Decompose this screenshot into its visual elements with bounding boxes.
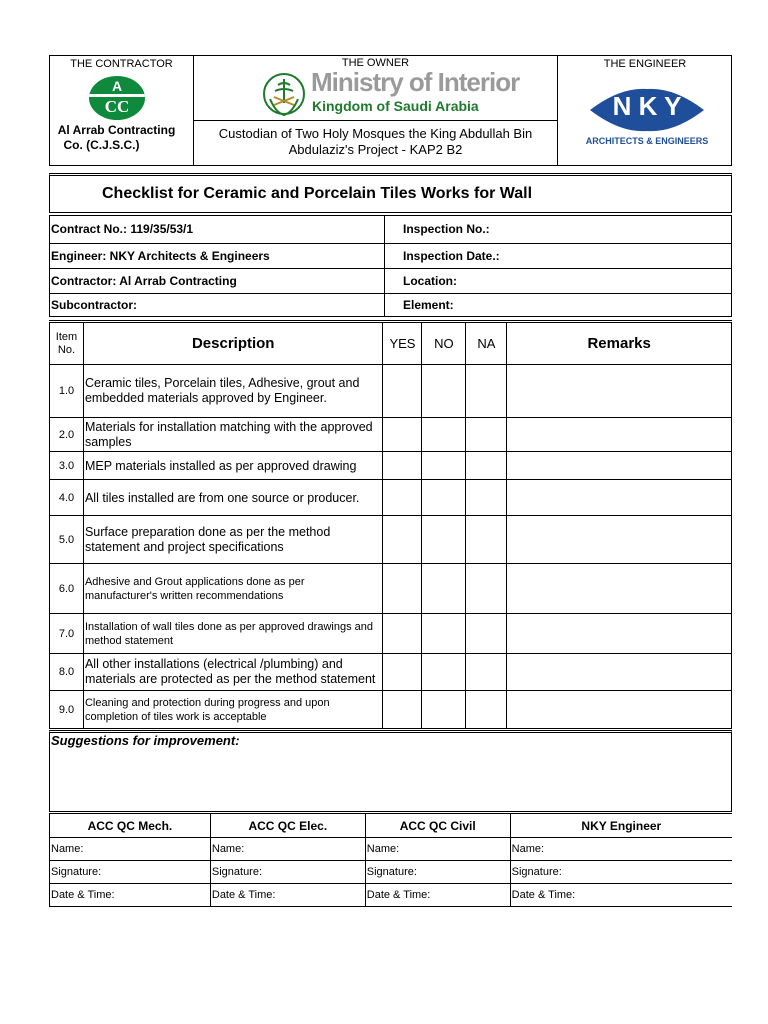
yes-cell[interactable]	[383, 564, 422, 614]
contract-no: Contract No.: 119/35/53/1	[51, 222, 194, 236]
engineer-info: Engineer: NKY Architects & Engineers	[51, 249, 270, 263]
yes-cell[interactable]	[383, 365, 422, 418]
ministry-title: Ministry of Interior	[311, 67, 520, 97]
signoff-signature-row	[50, 861, 733, 884]
remarks-cell[interactable]	[507, 480, 732, 516]
name-field[interactable]: Name:	[365, 838, 510, 861]
page-title: Checklist for Ceramic and Porcelain Tiles Works for Wall	[102, 185, 533, 202]
table-row	[50, 418, 732, 452]
no-cell[interactable]	[422, 654, 466, 691]
signoff-header-row	[50, 814, 733, 838]
acc-logo-bottom: CC	[104, 97, 130, 116]
yes-cell[interactable]	[383, 418, 422, 452]
remarks-cell[interactable]	[507, 418, 732, 452]
datetime-field[interactable]: Date & Time:	[210, 884, 365, 907]
info-line-3	[49, 293, 732, 294]
desc-line: Ceramic tiles, Porcelain tiles, Adhesive, grout and	[84, 376, 360, 390]
na-cell[interactable]	[466, 365, 507, 418]
desc-line: Surface preparation done as per the method	[84, 524, 331, 539]
item-no: 6.0	[50, 564, 84, 614]
nky-logo-text: N K Y	[612, 91, 682, 121]
signoff-col-header: ACC QC Mech.	[50, 814, 211, 838]
na-cell[interactable]	[466, 564, 507, 614]
item-description	[83, 564, 383, 614]
signature-field[interactable]: Signature:	[50, 861, 211, 884]
remarks-cell[interactable]	[507, 452, 732, 480]
signoff-col-header: ACC QC Civil	[365, 814, 510, 838]
item-description	[83, 452, 383, 480]
item-description	[83, 614, 383, 654]
yes-cell[interactable]	[383, 516, 422, 564]
remarks-cell[interactable]	[507, 516, 732, 564]
no-cell[interactable]	[422, 452, 466, 480]
item-no: 7.0	[50, 614, 84, 654]
name-field[interactable]: Name:	[50, 838, 211, 861]
yes-cell[interactable]	[383, 480, 422, 516]
table-row	[50, 516, 732, 564]
item-description	[83, 654, 383, 691]
yes-cell[interactable]	[383, 452, 422, 480]
engineer-label: THE ENGINEER	[603, 58, 687, 70]
no-cell[interactable]	[422, 365, 466, 418]
location: Location:	[403, 274, 457, 288]
remarks-cell[interactable]	[507, 614, 732, 654]
info-line-2	[49, 268, 732, 269]
header-divider-2	[557, 55, 558, 166]
table-row	[50, 614, 732, 654]
na-cell[interactable]	[466, 691, 507, 729]
desc-line: All tiles installed are from one source or producer.	[84, 490, 360, 505]
signoff-col-header: ACC QC Elec.	[210, 814, 365, 838]
remarks-header: Remarks	[507, 322, 732, 365]
acc-logo	[89, 76, 145, 120]
item-no: 9.0	[50, 691, 84, 729]
table-row	[50, 691, 732, 729]
no-cell[interactable]	[422, 614, 466, 654]
item-description	[83, 691, 383, 729]
inspection-date: Inspection Date.:	[403, 249, 500, 263]
na-header: NA	[466, 322, 507, 365]
desc-line: Installation of wall tiles done as per approved drawings and	[84, 620, 373, 633]
item-description	[83, 480, 383, 516]
project-line1: Custodian of Two Holy Mosques the King Abdullah Bin	[218, 126, 533, 141]
info-line-1	[49, 243, 732, 244]
item-no-header-2: No.	[57, 343, 76, 356]
contractor-name-line2: Co. (C.J.S.C.)	[63, 138, 140, 152]
na-cell[interactable]	[466, 614, 507, 654]
contractor-name-line1: Al Arrab Contracting	[57, 123, 176, 137]
contractor-info: Contractor: Al Arrab Contracting	[51, 274, 237, 288]
info-divider	[384, 215, 385, 317]
name-field[interactable]: Name:	[210, 838, 365, 861]
datetime-field[interactable]: Date & Time:	[510, 884, 732, 907]
item-description	[83, 516, 383, 564]
project-line2: Abdulaziz's Project - KAP2 B2	[288, 142, 463, 157]
remarks-cell[interactable]	[507, 564, 732, 614]
signoff-datetime-row	[50, 884, 733, 907]
suggestions-label: Suggestions for improvement:	[51, 733, 240, 748]
item-no-header	[50, 322, 84, 365]
remarks-cell[interactable]	[507, 365, 732, 418]
no-cell[interactable]	[422, 564, 466, 614]
signoff-table	[49, 813, 732, 907]
na-cell[interactable]	[466, 418, 507, 452]
item-no: 3.0	[50, 452, 84, 480]
desc-line: materials are protected as per the method statement	[84, 672, 376, 686]
signature-field[interactable]: Signature:	[510, 861, 732, 884]
owner-label: THE OWNER	[341, 57, 410, 69]
desc-line: method statement	[84, 634, 174, 647]
name-field[interactable]: Name:	[510, 838, 732, 861]
desc-line: completion of tiles work is acceptable	[84, 710, 267, 723]
item-no: 8.0	[50, 654, 84, 691]
item-no: 1.0	[50, 365, 84, 418]
desc-line: embedded materials approved by Engineer.	[84, 391, 327, 405]
signoff-name-row	[50, 838, 733, 861]
no-header: NO	[422, 322, 466, 365]
desc-line: Cleaning and protection during progress and upon	[84, 696, 330, 709]
desc-line: MEP materials installed as per approved drawing	[84, 458, 357, 473]
table-row	[50, 480, 732, 516]
checklist-table	[49, 320, 732, 729]
datetime-field[interactable]: Date & Time:	[365, 884, 510, 907]
datetime-field[interactable]: Date & Time:	[50, 884, 211, 907]
signoff-col-header: NKY Engineer	[510, 814, 732, 838]
yes-header: YES	[383, 322, 422, 365]
na-cell[interactable]	[466, 516, 507, 564]
desc-line: manufacturer's written recommendations	[84, 589, 284, 602]
item-description	[83, 365, 383, 418]
remarks-cell[interactable]	[507, 691, 732, 729]
table-row	[50, 564, 732, 614]
na-cell[interactable]	[466, 654, 507, 691]
desc-line: statement and project specifications	[84, 539, 284, 554]
item-no: 4.0	[50, 480, 84, 516]
table-row	[50, 452, 732, 480]
desc-line: Adhesive and Grout applications done as per	[84, 575, 305, 588]
item-no: 5.0	[50, 516, 84, 564]
acc-logo-top: A	[111, 78, 123, 94]
ministry-emblem-icon	[262, 69, 306, 119]
table-header-row	[50, 322, 732, 365]
yes-cell[interactable]	[383, 654, 422, 691]
contractor-label: THE CONTRACTOR	[70, 58, 173, 70]
no-cell[interactable]	[422, 418, 466, 452]
na-cell[interactable]	[466, 452, 507, 480]
table-row	[50, 365, 732, 418]
desc-line: All other installations (electrical /plumbing) and	[84, 657, 343, 671]
ministry-subtitle: Kingdom of Saudi Arabia	[312, 98, 479, 114]
na-cell[interactable]	[466, 480, 507, 516]
yes-cell[interactable]	[383, 691, 422, 729]
no-cell[interactable]	[422, 480, 466, 516]
desc-line: samples	[84, 434, 132, 449]
subcontractor-info: Subcontractor:	[51, 298, 138, 312]
no-cell[interactable]	[422, 516, 466, 564]
item-no: 2.0	[50, 418, 84, 452]
signature-field[interactable]: Signature:	[210, 861, 365, 884]
owner-divider	[194, 120, 557, 121]
inspection-no: Inspection No.:	[403, 222, 490, 236]
desc-line: Materials for installation matching with the approved	[84, 419, 373, 434]
table-row	[50, 654, 732, 691]
element: Element:	[403, 298, 454, 312]
signature-field[interactable]: Signature:	[365, 861, 510, 884]
no-cell[interactable]	[422, 691, 466, 729]
item-description	[83, 418, 383, 452]
description-header: Description	[83, 322, 383, 365]
remarks-cell[interactable]	[507, 654, 732, 691]
item-no-header-1: Item	[55, 330, 78, 343]
yes-cell[interactable]	[383, 614, 422, 654]
nky-tagline: ARCHITECTS & ENGINEERS	[585, 136, 709, 146]
